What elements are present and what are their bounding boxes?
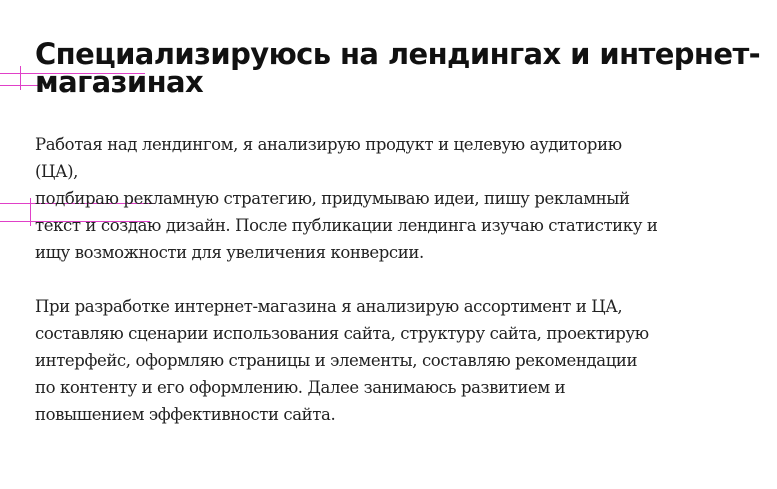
page-title (35, 37, 770, 99)
guide-tick-top (20, 66, 21, 90)
paragraph-2-line: При разработке интернет-магазина я анализирую ассортимент и ЦА, (35, 297, 623, 316)
paragraph-gap (35, 266, 675, 293)
paragraph-1-line: ищу возможности для увеличения конверсии. (35, 243, 424, 262)
paragraph-1-line: (ЦА), (35, 162, 79, 181)
guide-tick-mid (30, 198, 31, 226)
paragraph-2-line: повышением эффективности сайта. (35, 405, 336, 424)
paragraph-2-line: интерфейс, оформляю страницы и элементы, составляю рекомендации (35, 351, 638, 370)
body-text (35, 131, 675, 428)
paragraph-1-line: подбираю рекламную стратегию, придумываю идеи, пишу рекламный (35, 189, 630, 208)
paragraph-1-line: текст и создаю дизайн. После публикации лендинга изучаю статистику и (35, 216, 658, 235)
paragraph-2-line: по контенту и его оформлению. Далее занимаюсь развитием и (35, 378, 566, 397)
page-title-line-2: магазинах (35, 65, 204, 99)
paragraph-2-line: составляю сценарии использования сайта, структуру сайта, проектирую (35, 324, 649, 343)
paragraph-1-line: Работая над лендингом, я анализирую продукт и целевую аудиторию (35, 135, 622, 154)
page-title-line-1: Специализируюсь на лендингах и интернет- (35, 37, 761, 71)
